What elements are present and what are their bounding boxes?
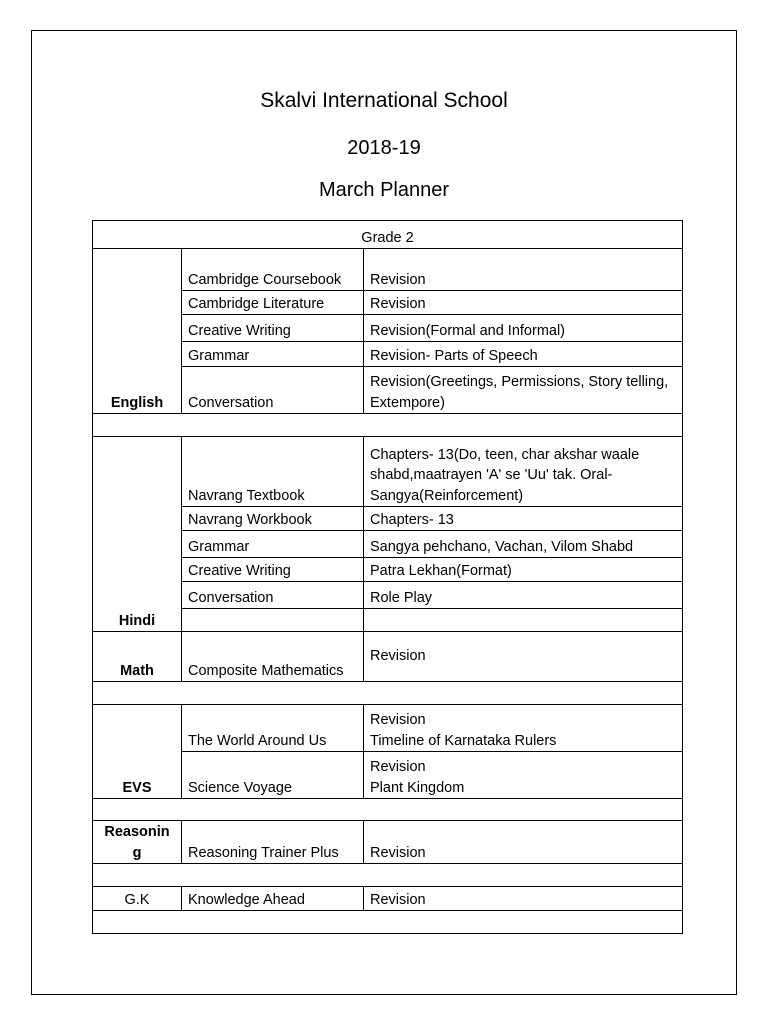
school-name: Skalvi International School	[260, 89, 508, 112]
topic-cell: Revision(Greetings, Permissions, Story telling, Extempore)	[364, 367, 683, 414]
table-row	[93, 315, 683, 342]
subject-line: Reasonin	[104, 824, 170, 840]
book-cell: Science Voyage	[182, 752, 364, 799]
topic-cell: Revision	[364, 291, 683, 315]
grade-row	[93, 221, 683, 249]
grade-label: Grade 2	[93, 221, 683, 249]
topic-cell: Revision	[364, 887, 683, 911]
book-cell: Knowledge Ahead	[182, 887, 364, 911]
subject-evs: EVS	[93, 705, 182, 799]
topic-cell: Revision(Formal and Informal)	[364, 315, 683, 342]
spacer-row	[93, 864, 683, 887]
topic-cell: Sangya pehchano, Vachan, Vilom Shabd	[364, 531, 683, 558]
topic-cell: Patra Lekhan(Format)	[364, 558, 683, 582]
book-cell: Reasoning Trainer Plus	[182, 821, 364, 864]
planner-title: March Planner	[318, 179, 450, 201]
spacer-row	[93, 682, 683, 705]
subject-hindi: Hindi	[93, 437, 182, 632]
table-row	[93, 249, 683, 291]
subject-english: English	[93, 249, 182, 414]
subject-gk: G.K	[93, 887, 182, 911]
subject-reasoning	[93, 821, 182, 864]
book-cell: Creative Writing	[182, 315, 364, 342]
table-row	[93, 437, 683, 507]
book-cell: Navrang Textbook	[182, 437, 364, 507]
spacer-row	[93, 799, 683, 821]
book-cell: The World Around Us	[182, 705, 364, 752]
book-cell: Conversation	[182, 582, 364, 609]
book-cell: Cambridge Literature	[182, 291, 364, 315]
topic-cell: Role Play	[364, 582, 683, 609]
topic-cell: Chapters- 13(Do, teen, char akshar waale shabd,maatrayen 'A' se 'Uu' tak. Oral- Sangya(Reinforcement)	[364, 437, 683, 507]
subject-line: g	[132, 844, 142, 861]
topic-line: Revision	[370, 759, 426, 775]
book-cell: Composite Mathematics	[182, 632, 364, 682]
table-row	[93, 887, 683, 911]
table-row	[93, 367, 683, 414]
subject-math: Math	[93, 632, 182, 682]
table-row	[93, 582, 683, 609]
planner-table	[92, 220, 683, 934]
table-row	[93, 531, 683, 558]
topic-line: Timeline of Karnataka Rulers	[370, 732, 557, 749]
table-row	[93, 291, 683, 315]
topic-cell: Revision	[364, 821, 683, 864]
book-cell	[182, 609, 364, 632]
book-cell: Conversation	[182, 367, 364, 414]
topic-cell: Revision- Parts of Speech	[364, 342, 683, 367]
spacer-row	[93, 414, 683, 437]
topic-line: Revision	[370, 712, 426, 728]
topic-cell	[364, 752, 683, 799]
book-cell: Cambridge Coursebook	[182, 249, 364, 291]
book-cell: Creative Writing	[182, 558, 364, 582]
spacer-row	[93, 911, 683, 934]
table-row	[93, 609, 683, 632]
book-cell: Grammar	[182, 531, 364, 558]
table-row	[93, 705, 683, 752]
topic-cell: Chapters- 13	[364, 507, 683, 531]
topic-cell: Revision	[364, 632, 683, 682]
topic-cell	[364, 705, 683, 752]
table-row	[93, 558, 683, 582]
academic-year: 2018-19	[347, 137, 421, 159]
topic-line: Plant Kingdom	[370, 779, 465, 796]
table-row	[93, 632, 683, 682]
table-row	[93, 507, 683, 531]
table-row	[93, 752, 683, 799]
topic-cell	[364, 609, 683, 632]
table-row	[93, 821, 683, 864]
book-cell: Grammar	[182, 342, 364, 367]
table-row	[93, 342, 683, 367]
book-cell: Navrang Workbook	[182, 507, 364, 531]
topic-cell: Revision	[364, 249, 683, 291]
